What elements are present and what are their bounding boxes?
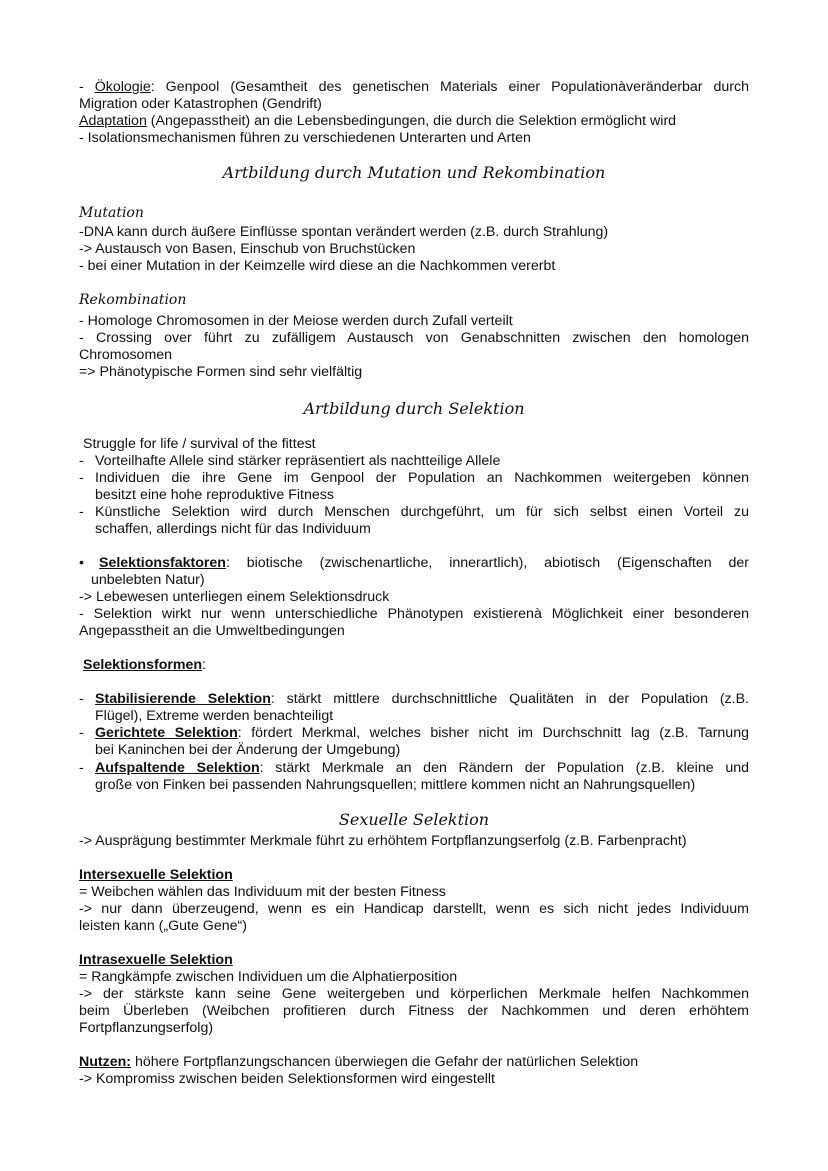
intro-line-3: Adaptation (Angepasstheit) an die Lebensbedingungen, die durch die Selektion ermöglicht wird xyxy=(79,113,677,129)
rekombination-heading: Rekombination xyxy=(79,292,187,308)
selektionsfaktoren-line-3: -> Lebewesen unterliegen einem Selektionsdruck xyxy=(79,589,390,605)
sexuell-line-1: -> Ausprägung bestimmter Merkmale führt zu erhöhtem Fortpflanzungserfolg (z.B. Farbenpracht) xyxy=(79,833,687,849)
intrasexuelle-line-3: beim Überleben (Weibchen profitieren durch Fitness der Nachkommen und deren erhöhtem xyxy=(79,1003,749,1019)
intersexuelle-line-3: leisten kann („Gute Gene“) xyxy=(79,918,247,934)
dash-marker: - xyxy=(79,453,84,469)
nutzen-line: Nutzen: höhere Fortpflanzungschancen überwiegen die Gefahr der natürlichen Selektion xyxy=(79,1054,639,1070)
gerichtete-selektion-line: Gerichtete Selektion: fördert Merkmal, welches bisher nicht im Durchschnitt lag (z.B. Tarnung xyxy=(95,725,749,741)
selektion-point-1: Vorteilhafte Allele sind stärker repräsentiert als nachtteilige Allele xyxy=(95,453,501,469)
mutation-heading: Mutation xyxy=(79,205,144,221)
aufspaltende-selektion-cont: große von Finken bei passenden Nahrungsquellen; mittlere kommen nicht an Nahrungsquellen) xyxy=(95,777,696,793)
intersexuelle-heading: Intersexuelle Selektion xyxy=(79,867,233,883)
selektionsfaktoren-line: Selektionsfaktoren: biotische (zwischenartliche, innerartlich), abiotisch (Eigenschaften der xyxy=(99,555,749,571)
mutation-line-2: -> Austausch von Basen, Einschub von Bruchstücken xyxy=(79,241,416,257)
intrasexuelle-line-2: -> der stärkste kann seine Gene weitergeben und körperlichen Merkmale helfen Nachkommen xyxy=(79,986,749,1002)
rekombination-line-3: Chromosomen xyxy=(79,347,173,363)
selektionsformen-heading: Selektionsformen: xyxy=(83,657,207,673)
dash-marker: - xyxy=(79,691,84,707)
nutzen-line-2: -> Kompromiss zwischen beiden Selektionsformen wird eingestellt xyxy=(79,1071,495,1087)
selektion-line-1: Struggle for life / survival of the fittest xyxy=(83,436,316,452)
stabilisierende-selektion-line: Stabilisierende Selektion: stärkt mittlere durchschnittliche Qualitäten in der Population (z.B. xyxy=(95,691,749,707)
dash-marker: - xyxy=(79,504,84,520)
bullet-marker: • xyxy=(79,555,84,571)
gerichtete-selektion-cont: bei Kaninchen bei der Änderung der Umgebung) xyxy=(95,742,401,758)
intrasexuelle-line-1: = Rangkämpfe zwischen Individuen um die Alphatierposition xyxy=(79,969,458,985)
mutation-line-1: -DNA kann durch äußere Einflüsse spontan verändert werden (z.B. durch Strahlung) xyxy=(79,224,609,240)
mutation-line-3: - bei einer Mutation in der Keimzelle wird diese an die Nachkommen vererbt xyxy=(79,258,556,274)
rekombination-line-4: => Phänotypische Formen sind sehr vielfältig xyxy=(79,364,363,380)
heading-mutation-rekombination: Artbildung durch Mutation und Rekombination xyxy=(222,163,606,182)
selektion-point-3-cont: schaffen, allerdings nicht für das Individuum xyxy=(95,521,371,537)
aufspaltende-term: Aufspaltende Selektion xyxy=(95,760,260,776)
intro-line-1: - Ökologie: Genpool (Gesamtheit des genetischen Materials einer Populationàveränderbar durch xyxy=(79,79,749,95)
dash-marker: - xyxy=(79,470,84,486)
heading-sexuelle-selektion: Sexuelle Selektion xyxy=(338,810,490,829)
intro-line-4: - Isolationsmechanismen führen zu verschiedenen Unterarten und Arten xyxy=(79,130,531,146)
selektionsfaktoren-line-4: - Selektion wirkt nur wenn unterschiedliche Phänotypen existierenà Möglichkeit einer besonderen xyxy=(79,606,749,622)
nutzen-term: Nutzen: xyxy=(79,1054,132,1070)
rekombination-line-2: - Crossing over führt zu zufälligem Austausch von Genabschnitten zwischen den homologen xyxy=(79,330,749,346)
heading-selektion: Artbildung durch Selektion xyxy=(303,399,525,418)
selektion-point-2: Individuen die ihre Gene im Genpool der Population an Nachkommen weitergeben können xyxy=(95,470,749,486)
intro-line-2: Migration oder Katastrophen (Gendrift) xyxy=(79,96,322,112)
selektion-point-2-cont: besitzt eine hohe reproduktive Fitness xyxy=(95,487,334,503)
dash-marker: - xyxy=(79,760,84,776)
rekombination-line-1: - Homologe Chromosomen in der Meiose werden durch Zufall verteilt xyxy=(79,313,513,329)
gerichtete-term: Gerichtete Selektion xyxy=(95,725,238,741)
stabilisierende-term: Stabilisierende Selektion xyxy=(95,691,271,707)
aufspaltende-selektion-line: Aufspaltende Selektion: stärkt Merkmale an den Rändern der Population (z.B. kleine und xyxy=(95,760,749,776)
intrasexuelle-line-4: Fortpflanzungserfolg) xyxy=(79,1020,214,1036)
dash-marker: - xyxy=(79,725,84,741)
selektion-point-3: Künstliche Selektion wird durch Menschen durchgeführt, um für sich selbst einen Vorteil zu xyxy=(95,504,749,520)
intersexuelle-line-1: = Weibchen wählen das Individuum mit der besten Fitness xyxy=(79,884,446,900)
selektionsfaktoren-line-5: Angepasstheit an die Umweltbedingungen xyxy=(79,623,345,639)
selektionsfaktoren-term: Selektionsfaktoren xyxy=(99,555,226,571)
stabilisierende-selektion-cont: Flügel), Extreme werden benachteiligt xyxy=(95,708,334,724)
oekologie-term: Ökologie xyxy=(94,79,151,95)
selektionsfaktoren-line-2: unbelebten Natur) xyxy=(91,572,205,588)
intrasexuelle-heading: Intrasexuelle Selektion xyxy=(79,952,233,968)
adaptation-term: Adaptation xyxy=(79,113,147,129)
intersexuelle-line-2: -> nur dann überzeugend, wenn es ein Handicap darstellt, wenn es sich nicht jedes Individuum xyxy=(79,901,749,917)
